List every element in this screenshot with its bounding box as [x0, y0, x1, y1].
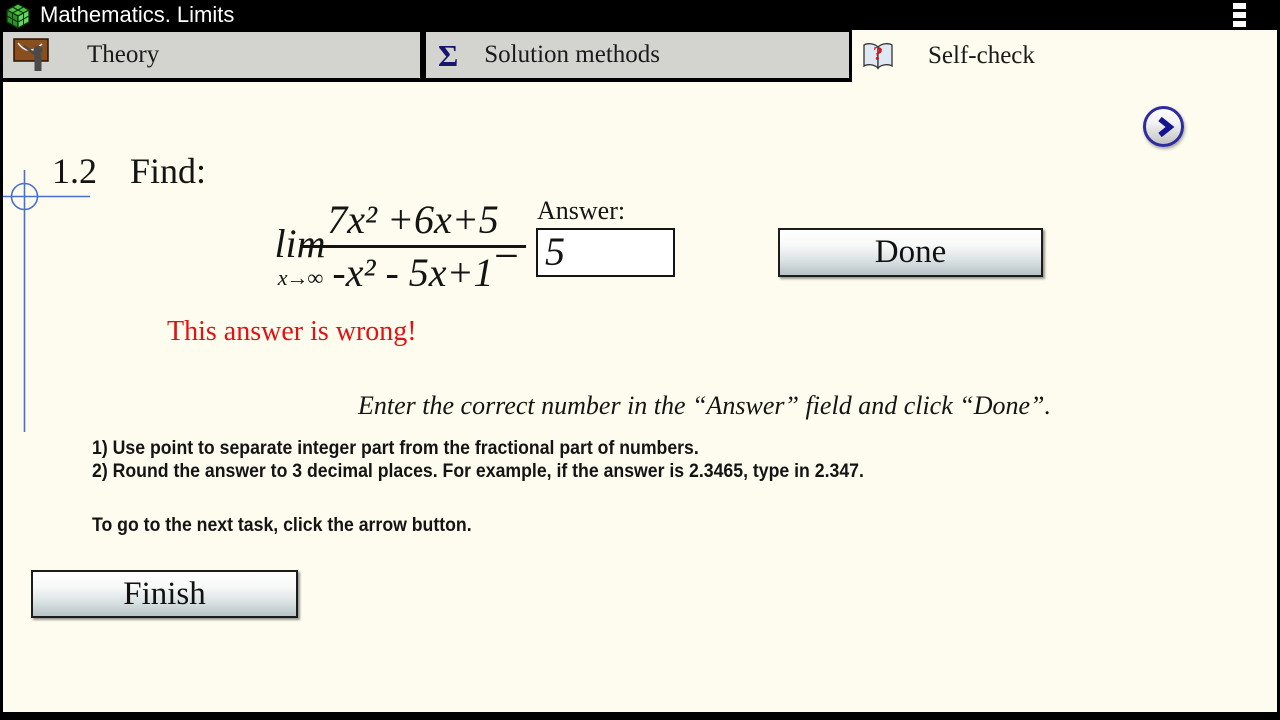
next-task-button[interactable]: [1143, 106, 1184, 147]
tab-theory[interactable]: [3, 32, 420, 78]
answer-input[interactable]: [536, 228, 675, 277]
task-number: 1.2: [52, 151, 97, 191]
answer-label: Answer:: [537, 196, 626, 225]
window-border-bottom: [0, 712, 1280, 720]
note-2: 2) Round the answer to 3 decimal places. For example, if the answer is 2.3465, type in 2.347.: [92, 461, 864, 482]
book-question-icon: [861, 40, 895, 72]
limit-fraction: [300, 197, 526, 295]
tab-self-check[interactable]: [852, 30, 1277, 82]
tab-label: Self-check: [928, 42, 1035, 69]
done-button[interactable]: Done: [778, 228, 1043, 277]
chevron-right-icon: [1152, 115, 1176, 139]
equals-sign: =: [494, 227, 519, 276]
fraction-numerator: 7x² +6x+5: [327, 197, 499, 242]
blackboard-teacher-icon: [12, 35, 54, 75]
finish-button[interactable]: Finish: [31, 570, 298, 618]
lim-text: lim: [274, 221, 326, 266]
lim-approach: x→∞: [277, 265, 323, 290]
note-1: 1) Use point to separate integer part from the fractional part of numbers.: [92, 438, 699, 459]
overflow-menu-icon[interactable]: [1233, 3, 1246, 27]
crosshair-decoration: [0, 160, 100, 440]
tab-solution-methods[interactable]: [426, 32, 849, 78]
title-bar: [0, 0, 1280, 30]
main-instruction: Enter the correct number in the “Answer” field and click “Done”.: [358, 391, 1051, 420]
task-prompt: Find:: [130, 151, 207, 191]
task-heading: [52, 150, 206, 192]
app-title: Mathematics. Limits: [40, 2, 235, 27]
fraction-denominator: -x² - 5x+1: [332, 250, 494, 295]
next-task-hint: To go to the next task, click the arrow button.: [92, 515, 472, 536]
error-message: This answer is wrong!: [167, 316, 417, 347]
app-logo-cube-icon: [4, 1, 32, 29]
tab-bar: [0, 30, 852, 82]
sigma-icon: Σ: [438, 37, 459, 73]
notes-block: [92, 437, 864, 483]
window-border-left: [0, 0, 3, 720]
tab-label: Theory: [87, 41, 160, 68]
svg-text:?: ?: [873, 43, 883, 65]
tab-label: Solution methods: [484, 41, 660, 68]
